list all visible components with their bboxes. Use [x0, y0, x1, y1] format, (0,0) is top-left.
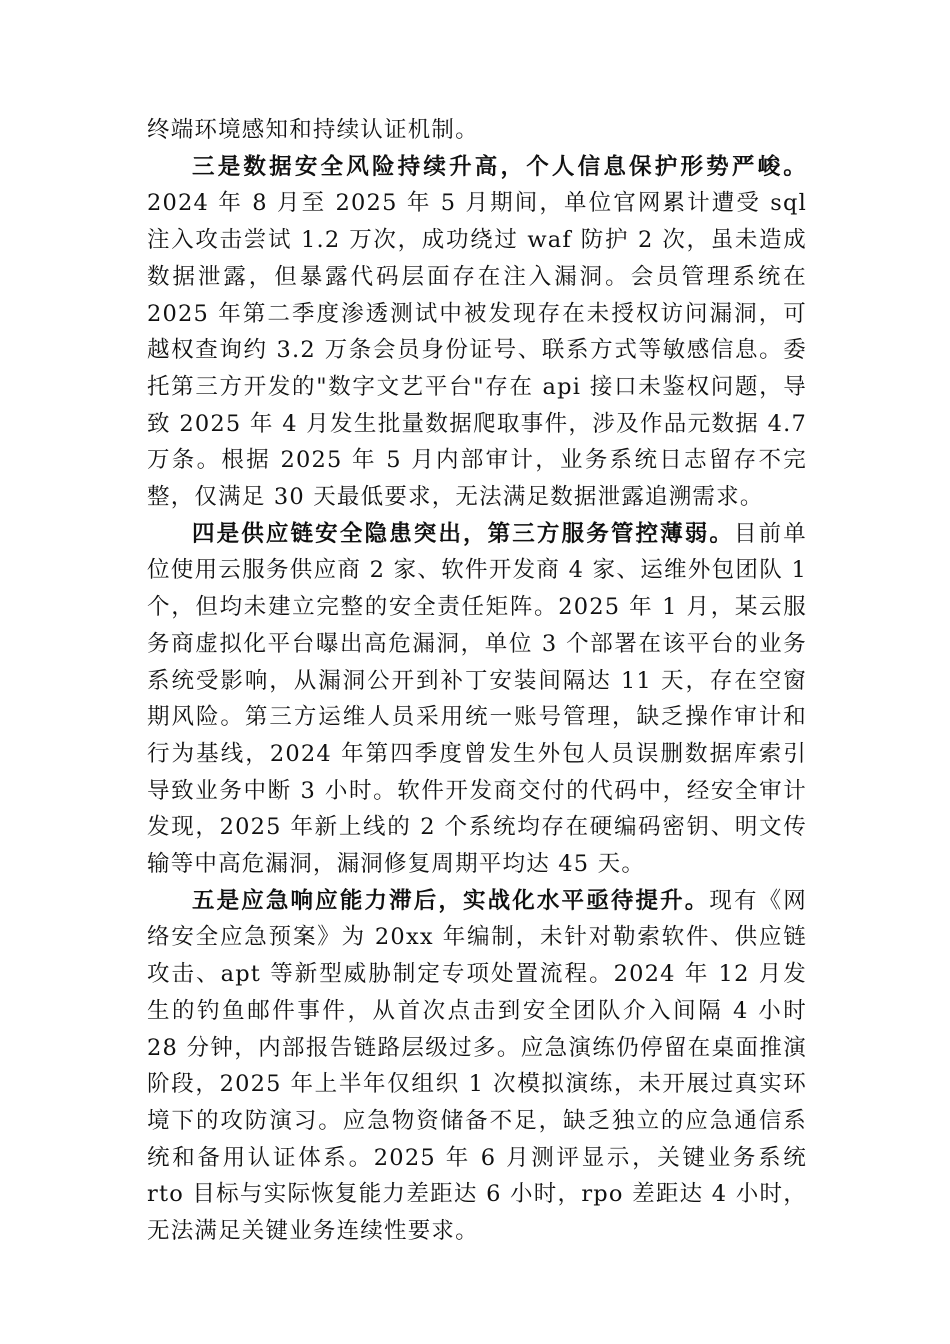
- paragraph-body: 2024 年 8 月至 2025 年 5 月期间，单位官网累计遭受 sql 注入攻击尝试 1.2 万次，成功绕过 waf 防护 2 次，虽未造成数据泄露，但暴露代码层面存在注入漏洞。会员管理系统在 2025 年第二季度渗透测试中被发现存在未授权访问漏洞，可越权查询约 3.2 万条会员身份证号、联系方式等敏感信息。委托第三方开发的"数字文艺平台"存在 api 接口未鉴权问题，导致 2025 年 4 月发生批量数据爬取事件，涉及作品元数据 4.7 万条。根据 2025 年 5 月内部审计，业务系统日志留存不完整，仅满足 30 天最低要求，无法满足数据泄露追溯需求。: [147, 190, 807, 511]
- paragraph-heading: 三是数据安全风险持续升高，个人信息保护形势严峻。: [192, 153, 807, 180]
- paragraph-data-security: [147, 149, 807, 516]
- paragraph-body: 终端环境感知和持续认证机制。: [147, 117, 479, 143]
- paragraph-emergency-response: [147, 883, 807, 1250]
- paragraph-body: 现有《网络安全应急预案》为 20xx 年编制，未针对勒索软件、供应链攻击、apt 等新型威胁制定专项处置流程。2024 年 12 月发生的钓鱼邮件事件，从首次点击到安全团队介入间隔 4 小时 28 分钟，内部报告链路层级过多。应急演练仍停留在桌面推演阶段，2025 年上半年仅组织 1 次模拟演练，未开展过真实环境下的攻防演习。应急物资储备不足，缺乏独立的应急通信系统和备用认证体系。2025 年 6 月测评显示，关键业务系统 rto 目标与实际恢复能力差距达 6 小时，rpo 差距达 4 小时，无法满足关键业务连续性要求。: [147, 887, 807, 1245]
- paragraph-supply-chain: [147, 516, 807, 883]
- paragraph-continuation: [147, 112, 807, 149]
- paragraph-heading: 五是应急响应能力滞后，实战化水平亟待提升。: [192, 887, 710, 914]
- paragraph-body: 目前单位使用云服务供应商 2 家、软件开发商 4 家、运维外包团队 1 个，但均未建立完整的安全责任矩阵。2025 年 1 月，某云服务商虚拟化平台曝出高危漏洞，单位 3 个部署在该平台的业务系统受影响，从漏洞公开到补丁安装间隔达 11 天，存在空窗期风险。第三方运维人员采用统一账号管理，缺乏操作审计和行为基线，2024 年第四季度曾发生外包人员误删数据库索引导致业务中断 3 小时。软件开发商交付的代码中，经安全审计发现，2025 年新上线的 2 个系统均存在硬编码密钥、明文传输等中高危漏洞，漏洞修复周期平均达 45 天。: [147, 520, 807, 878]
- document-page: [147, 112, 807, 1250]
- paragraph-heading: 四是供应链安全隐患突出，第三方服务管控薄弱。: [192, 520, 735, 547]
